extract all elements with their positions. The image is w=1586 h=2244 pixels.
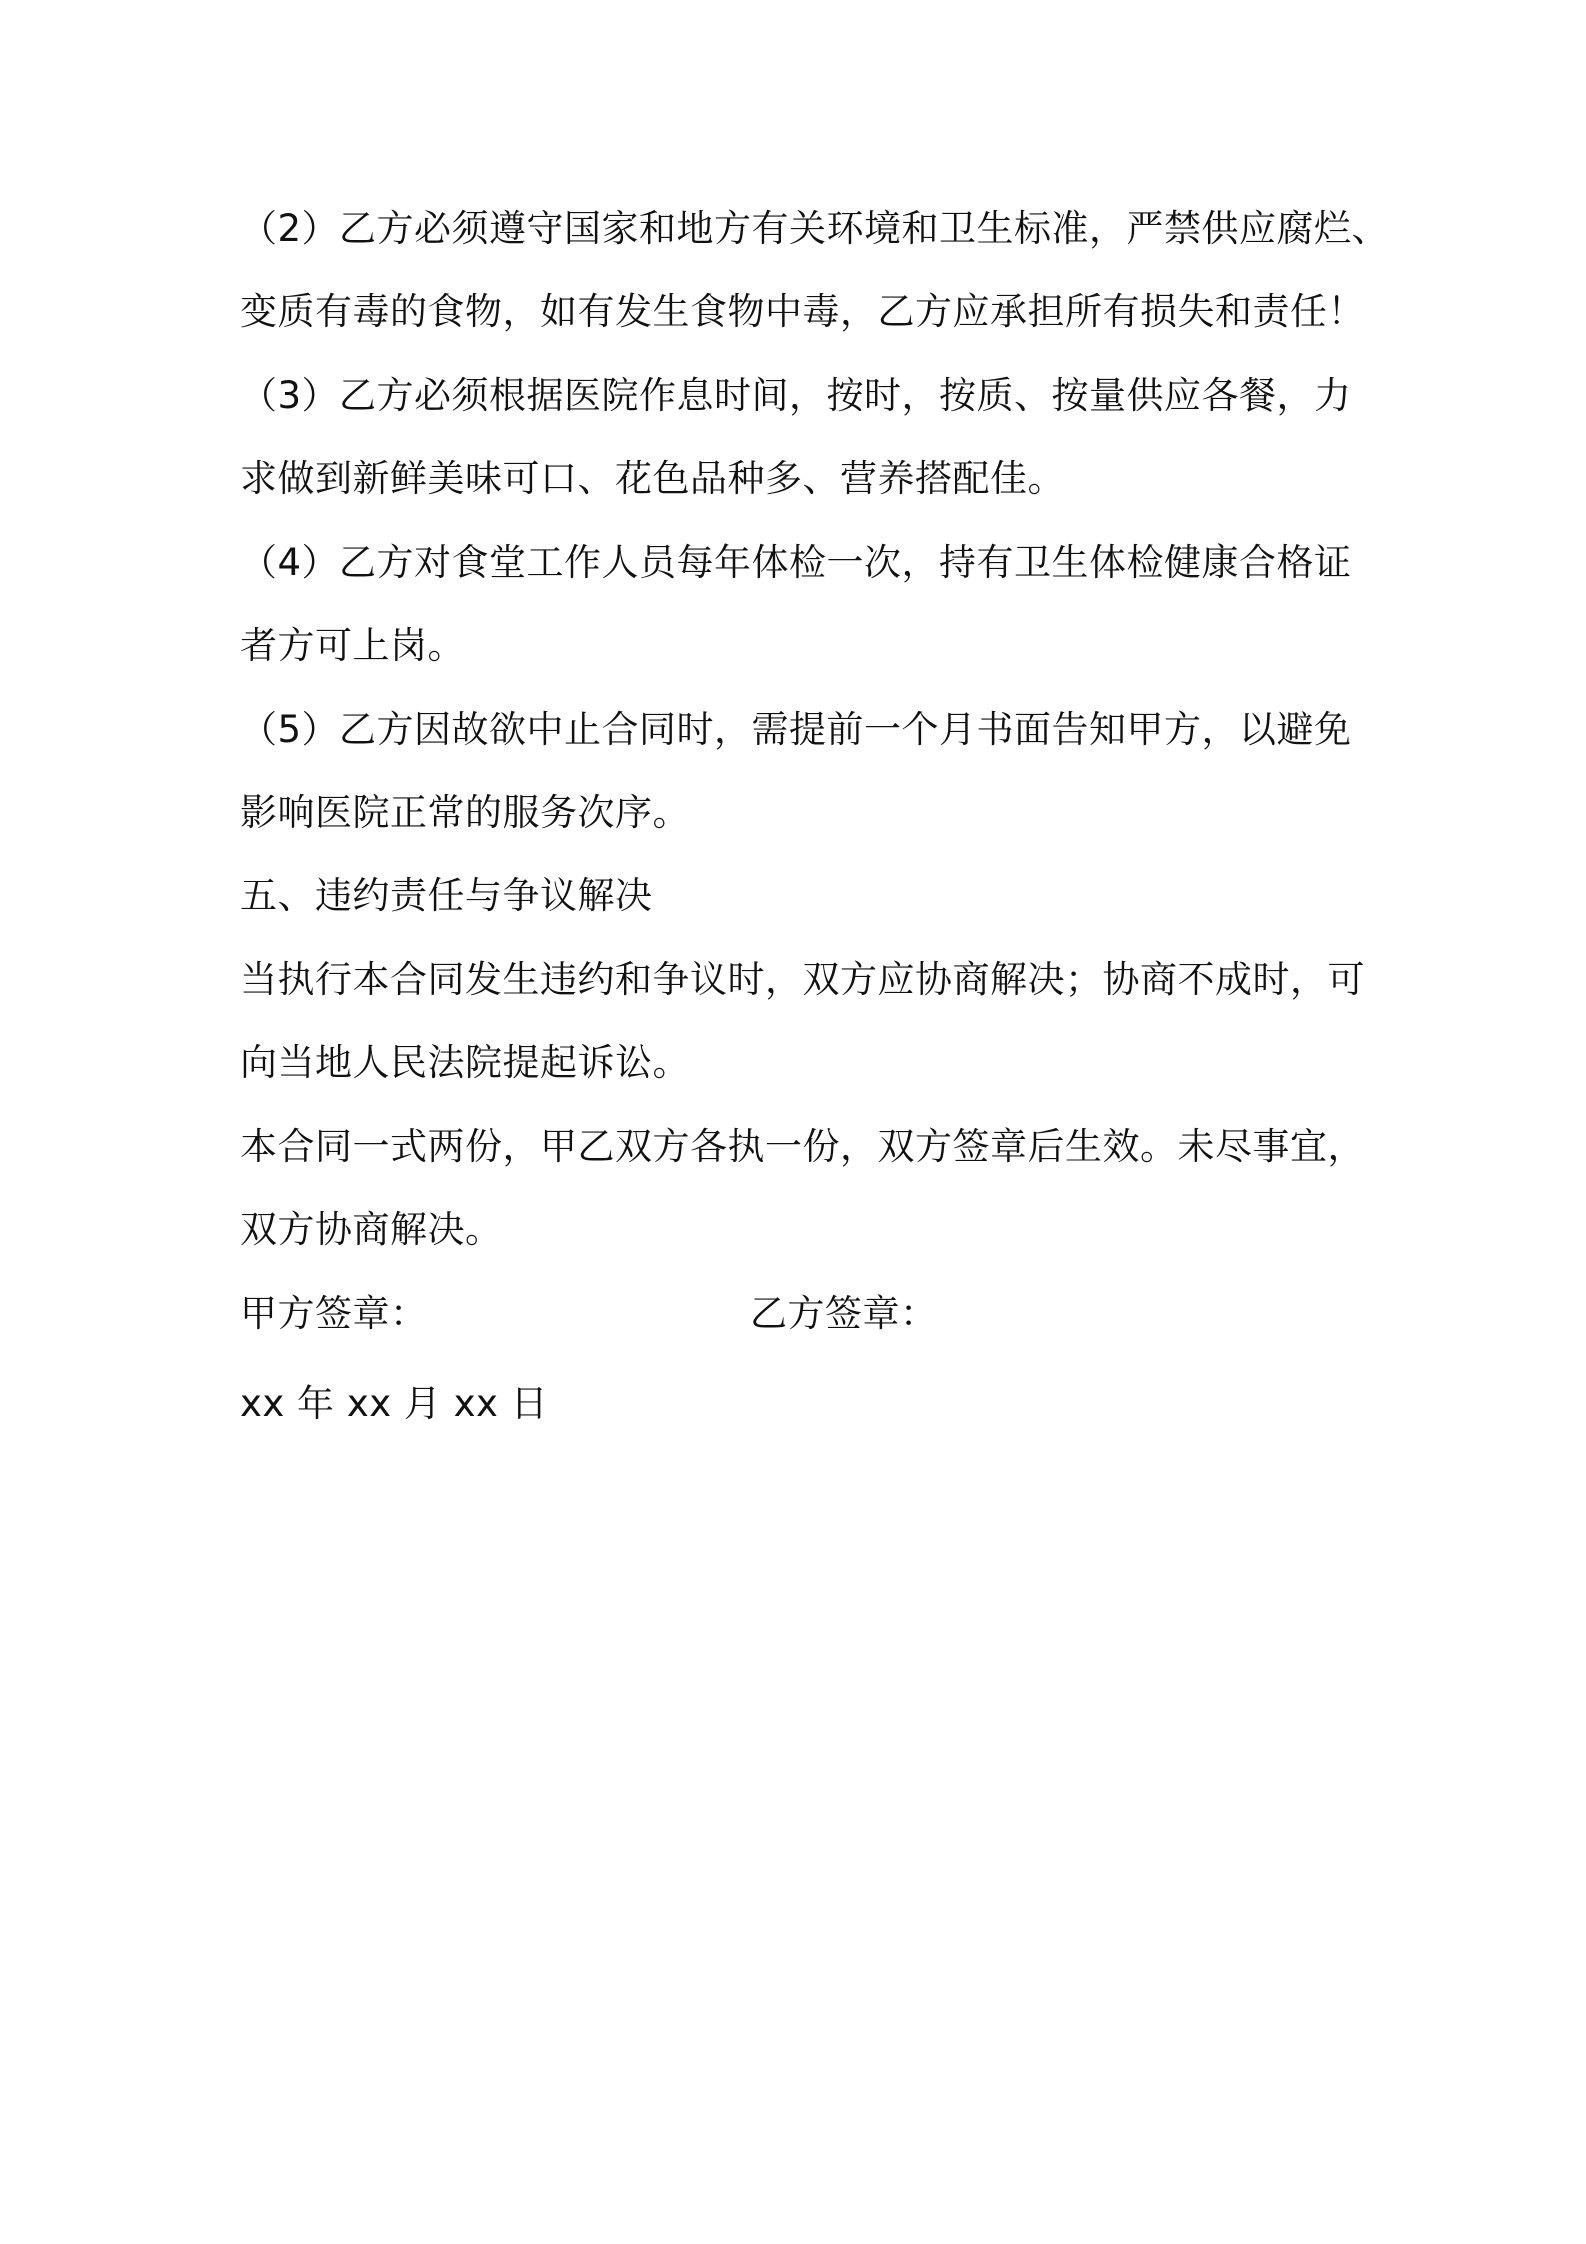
- item-5-line-1: （5）乙方因故欲中止合同时，需提前一个月书面告知甲方，以避免: [240, 708, 1352, 751]
- item-4-line-2: 者方可上岗。: [240, 624, 465, 667]
- dispute-paragraph-line-1: 当执行本合同发生违约和争议时，双方应协商解决；协商不成时，可: [240, 958, 1365, 1001]
- party-b-signature-label: 乙方签章：: [750, 1292, 938, 1335]
- item-3-line-2: 求做到新鲜美味可口、花色品种多、营养搭配佳。: [240, 457, 1065, 500]
- copies-paragraph-line-1: 本合同一式两份，甲乙双方各执一份，双方签章后生效。未尽事宜，: [240, 1125, 1365, 1168]
- item-5-line-2: 影响医院正常的服务次序。: [240, 791, 690, 834]
- section-5-heading: 五、违约责任与争议解决: [240, 874, 653, 917]
- item-4-line-1: （4）乙方对食堂工作人员每年体检一次，持有卫生体检健康合格证: [240, 541, 1352, 584]
- item-2-line-2: 变质有毒的食物，如有发生食物中毒，乙方应承担所有损失和责任！: [240, 290, 1365, 333]
- item-3-line-1: （3）乙方必须根据医院作息时间，按时，按质、按量供应各餐，力: [240, 374, 1352, 417]
- item-2-line-1: （2）乙方必须遵守国家和地方有关环境和卫生标准，严禁供应腐烂、: [240, 207, 1390, 250]
- copies-paragraph-line-2: 双方协商解决。: [240, 1208, 503, 1251]
- dispute-paragraph-line-2: 向当地人民法院提起诉讼。: [240, 1041, 690, 1084]
- party-a-signature-label: 甲方签章：: [240, 1292, 428, 1335]
- signing-date: xx 年 xx 月 xx 日: [240, 1382, 549, 1425]
